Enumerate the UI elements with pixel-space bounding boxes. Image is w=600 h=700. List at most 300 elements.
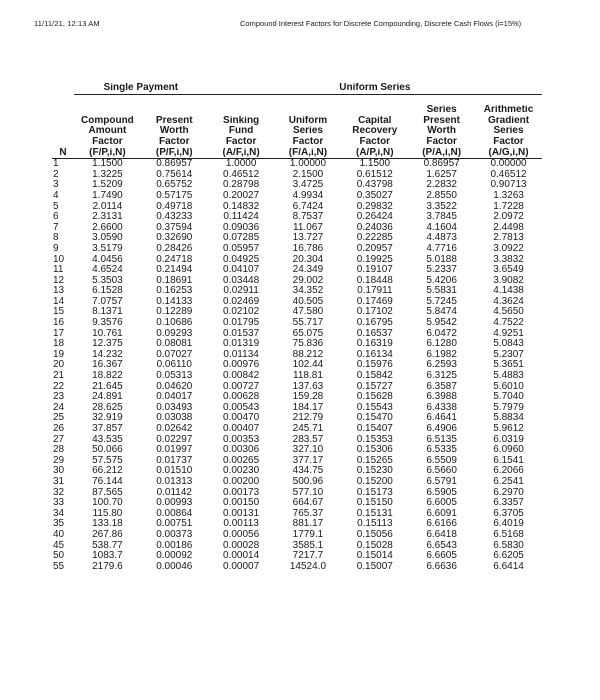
- header-line-4: [52, 148, 542, 159]
- table-row: [52, 371, 542, 382]
- cell-fa: 14524.0: [289, 561, 327, 572]
- cell-n: 20: [53, 360, 65, 371]
- col-header-af: (A/F,i,N): [208, 148, 275, 159]
- cell-pf: 0.06110: [156, 360, 192, 371]
- cell-ag: 6.3705: [493, 508, 524, 519]
- cell-fp: 50.066: [92, 445, 123, 456]
- cell-fa: 1779.1: [292, 529, 324, 540]
- cell-ap: 0.43798: [356, 180, 393, 191]
- cell-n: 8: [53, 233, 59, 244]
- cell-ag: 6.4019: [493, 519, 524, 530]
- cell-n: 11: [53, 265, 64, 276]
- cell-af: 0.20027: [223, 190, 260, 201]
- table-row: [52, 265, 542, 276]
- cell-ag: 6.2066: [493, 466, 524, 477]
- cell-fa: 212.79: [292, 413, 324, 424]
- cell-fa: 24.349: [292, 265, 324, 276]
- cell-n: 15: [53, 307, 65, 318]
- cell-pf: 0.00186: [156, 540, 193, 551]
- cell-ag: 6.0960: [493, 445, 524, 456]
- cell-fp: 1.3225: [92, 169, 123, 180]
- cell-ag: 6.5830: [493, 540, 524, 551]
- cell-fp: 100.70: [92, 498, 123, 509]
- cell-af: 0.00470: [223, 413, 260, 424]
- cell-fa: 283.57: [292, 434, 324, 445]
- cell-af: 0.02911: [223, 286, 259, 297]
- header-line-3: [52, 137, 542, 148]
- cell-fp: 4.6524: [92, 265, 123, 276]
- cell-fa: 47.580: [292, 307, 324, 318]
- cell-af: 0.01319: [223, 339, 260, 350]
- cell-pa: 4.1604: [426, 222, 457, 233]
- header-line-1: [52, 116, 542, 127]
- col-header-ag: Series: [493, 126, 524, 137]
- print-date: 11/11/21, 12:13 AM: [34, 19, 100, 28]
- cell-ag: 3.6549: [493, 265, 524, 276]
- cell-pf: 0.08081: [156, 339, 193, 350]
- cell-n: 1: [53, 158, 59, 170]
- col-header-n: [52, 126, 74, 137]
- cell-af: 0.00173: [223, 487, 260, 498]
- col-header-n: [52, 137, 74, 148]
- col-header-ag: (A/G,i,N): [475, 148, 542, 159]
- table-row: [52, 180, 542, 191]
- cell-fp: 12.375: [92, 339, 123, 350]
- cell-n: 50: [53, 551, 65, 562]
- cell-pa: 6.5660: [426, 466, 457, 477]
- cell-pf: 0.04017: [156, 392, 193, 403]
- cell-ap: 0.18448: [356, 275, 393, 286]
- cell-fp: 1.7490: [92, 190, 123, 201]
- cell-ap: 0.15007: [356, 561, 393, 572]
- cell-af: 0.00230: [223, 466, 260, 477]
- table-row: [52, 212, 542, 223]
- cell-af: 0.04107: [223, 265, 260, 276]
- table-row: [52, 339, 542, 350]
- cell-n: 17: [53, 328, 65, 339]
- table-row: [52, 244, 542, 255]
- cell-n: 23: [53, 392, 65, 403]
- cell-pa: 6.2593: [426, 360, 457, 371]
- table-row: [52, 519, 542, 530]
- col-header-af: Fund: [228, 126, 254, 137]
- cell-ag: 6.3357: [493, 498, 524, 509]
- cell-ap: 0.16795: [356, 318, 393, 329]
- cell-fa: 40.505: [292, 296, 324, 307]
- cell-fp: 87.565: [92, 487, 123, 498]
- cell-pf: 0.00092: [156, 551, 193, 562]
- table-row: [52, 286, 542, 297]
- cell-pf: 0.14133: [156, 296, 193, 307]
- cell-fp: 2179.6: [92, 561, 123, 572]
- cell-n: 2: [53, 169, 59, 180]
- cell-pf: 0.01997: [156, 445, 193, 456]
- cell-af: 0.00150: [223, 498, 260, 509]
- cell-pa: 6.1280: [426, 339, 457, 350]
- col-header-fp: Amount: [88, 126, 127, 137]
- cell-fa: 11.067: [293, 222, 323, 233]
- col-header-ap: Factor: [359, 136, 391, 147]
- table-row: [52, 307, 542, 318]
- cell-n: 28: [53, 445, 65, 456]
- cell-ag: 1.3263: [493, 190, 524, 201]
- cell-pf: 0.18691: [156, 275, 193, 286]
- cell-pa: 0.86957: [423, 158, 460, 170]
- cell-pa: 6.5335: [426, 445, 457, 456]
- cell-ap: 0.19107: [356, 265, 393, 276]
- table-row: [52, 551, 542, 562]
- cell-ag: 5.8834: [493, 413, 524, 424]
- table-row: [52, 276, 542, 287]
- cell-pf: 0.12289: [156, 307, 193, 318]
- cell-pa: 4.4873: [426, 233, 457, 244]
- cell-n: 29: [53, 455, 65, 466]
- col-header-fa: Uniform: [288, 115, 328, 126]
- cell-pf: 0.24718: [156, 254, 193, 265]
- cell-pf: 0.00046: [156, 561, 193, 572]
- cell-fa: 137.63: [292, 381, 324, 392]
- cell-ag: 3.0922: [493, 243, 524, 254]
- cell-fa: 3585.1: [292, 540, 324, 551]
- cell-ag: 6.6414: [493, 561, 524, 572]
- cell-n: 24: [53, 402, 65, 413]
- cell-fa: 118.81: [293, 371, 323, 382]
- cell-af: 0.00007: [223, 561, 260, 572]
- cell-af: 0.01795: [223, 318, 260, 329]
- cell-n: 5: [53, 201, 59, 212]
- cell-ap: 0.35027: [356, 190, 393, 201]
- cell-pa: 5.2337: [426, 265, 457, 276]
- cell-n: 13: [53, 286, 65, 297]
- cell-fa: 245.71: [292, 424, 324, 434]
- group-spacer: [52, 83, 74, 94]
- col-header-fa: (F/A,i,N): [275, 148, 342, 159]
- cell-ag: 3.3832: [493, 254, 524, 265]
- col-header-ap: (A/P,i,N): [341, 148, 408, 159]
- cell-n: 22: [53, 381, 65, 392]
- cell-n: 21: [53, 371, 65, 382]
- col-header-pf: Worth: [159, 126, 189, 137]
- cell-fa: 577.10: [292, 487, 324, 498]
- cell-n: 9: [53, 243, 59, 254]
- cell-n: 35: [53, 519, 65, 530]
- cell-pf: 0.49718: [156, 201, 193, 212]
- cell-fa: 184.17: [292, 402, 324, 413]
- cell-pf: 0.03493: [156, 402, 193, 413]
- col-header-fp: [74, 105, 141, 116]
- cell-fp: 9.3576: [92, 318, 123, 329]
- cell-n: 55: [53, 561, 65, 572]
- cell-pa: 5.5831: [426, 286, 457, 297]
- cell-af: 0.00842: [223, 371, 260, 382]
- table-row: [52, 360, 542, 371]
- cell-fp: 4.0456: [92, 254, 123, 265]
- group-uniform-series: Uniform Series: [208, 83, 542, 94]
- cell-ag: 4.5650: [493, 307, 524, 318]
- cell-ag: 5.7979: [493, 402, 524, 413]
- cell-fp: 3.5179: [92, 243, 123, 254]
- cell-pf: 0.37594: [156, 222, 193, 233]
- cell-fp: 57.575: [92, 455, 123, 466]
- cell-af: 0.09036: [223, 222, 260, 233]
- col-header-af: Sinking: [223, 115, 260, 126]
- cell-pa: 1.6257: [426, 169, 457, 180]
- cell-fa: 102.44: [292, 360, 324, 371]
- col-header-fa: [275, 105, 342, 116]
- cell-pa: 5.9542: [426, 318, 457, 329]
- cell-af: 0.05957: [223, 243, 260, 254]
- cell-n: 10: [53, 254, 65, 265]
- cell-pf: 0.04620: [156, 381, 193, 392]
- cell-fp: 28.625: [92, 402, 123, 413]
- cell-n: 33: [53, 498, 65, 509]
- cell-ap: 0.20957: [356, 243, 393, 254]
- cell-n: 31: [53, 476, 65, 487]
- col-header-ag: Factor: [493, 136, 524, 147]
- cell-ap: 0.15353: [356, 434, 393, 445]
- cell-pf: 0.01142: [156, 487, 192, 498]
- cell-fa: 2.1500: [292, 169, 324, 180]
- cell-n: 14: [53, 296, 65, 307]
- cell-ap: 0.24036: [356, 222, 393, 233]
- cell-fp: 32.919: [92, 413, 123, 424]
- cell-fa: 88.212: [292, 349, 324, 360]
- cell-pa: 6.5791: [426, 476, 457, 487]
- cell-ag: 5.9612: [493, 424, 524, 434]
- cell-af: 0.00407: [223, 424, 260, 434]
- col-header-pf: Present: [155, 115, 193, 126]
- cell-ag: 1.7228: [493, 201, 524, 212]
- cell-ag: 6.2541: [493, 476, 524, 487]
- cell-pf: 0.09293: [156, 328, 193, 339]
- table-row: [52, 202, 542, 213]
- cell-ag: 5.7040: [493, 392, 524, 403]
- cell-n: 27: [53, 434, 65, 445]
- col-header-fp: (F/P,i,N): [74, 148, 141, 159]
- cell-fp: 1083.7: [92, 551, 123, 562]
- cell-pf: 0.86957: [156, 158, 193, 170]
- table-row: [52, 435, 542, 446]
- cell-fa: 75.836: [292, 339, 324, 350]
- cell-ag: 6.6205: [493, 551, 524, 562]
- cell-n: 3: [53, 180, 59, 191]
- cell-n: 32: [53, 487, 65, 498]
- cell-ag: 4.9251: [493, 328, 524, 339]
- cell-ap: 0.15113: [357, 519, 393, 530]
- cell-fp: 115.80: [92, 508, 123, 519]
- cell-ag: 4.7522: [493, 318, 524, 329]
- table-row: [52, 488, 542, 499]
- cell-ag: 5.2307: [493, 349, 524, 360]
- cell-ag: 2.0972: [493, 212, 524, 223]
- cell-af: 0.14832: [223, 201, 260, 212]
- cell-ap: 0.22285: [356, 233, 393, 244]
- table-row: [52, 562, 542, 573]
- cell-pa: 5.8474: [426, 307, 457, 318]
- col-header-pa: Factor: [426, 136, 457, 147]
- cell-ag: 6.0319: [493, 434, 524, 445]
- col-header-fp: Factor: [92, 136, 123, 147]
- table-row: [52, 456, 542, 467]
- cell-af: 0.00200: [223, 476, 260, 487]
- table-row: [52, 382, 542, 393]
- cell-n: 45: [53, 540, 65, 551]
- cell-pa: 5.0188: [426, 254, 457, 265]
- cell-ag: 6.5168: [493, 529, 524, 540]
- cell-fa: 6.7424: [292, 201, 324, 212]
- cell-n: 25: [53, 413, 65, 424]
- cell-pa: 6.5905: [426, 487, 457, 498]
- cell-n: 30: [53, 466, 65, 477]
- cell-n: 19: [53, 349, 65, 360]
- table-row: [52, 445, 542, 456]
- table-row: [52, 466, 542, 477]
- cell-fp: 1.5209: [92, 180, 123, 191]
- col-header-n: N: [52, 148, 74, 159]
- col-header-ag: Arithmetic: [483, 105, 534, 116]
- cell-pa: 5.4206: [426, 275, 457, 286]
- cell-ap: 0.15200: [356, 476, 393, 487]
- cell-af: 1.0000: [225, 158, 257, 170]
- cell-n: 34: [53, 508, 65, 519]
- cell-pf: 0.03038: [156, 413, 193, 424]
- cell-pf: 0.00373: [156, 529, 193, 540]
- table-row: [52, 403, 542, 414]
- cell-pa: 6.3587: [426, 381, 457, 392]
- cell-fp: 24.891: [92, 392, 123, 403]
- cell-pa: 6.6091: [426, 508, 457, 519]
- cell-fp: 14.232: [92, 349, 123, 360]
- cell-ap: 0.16134: [356, 349, 393, 360]
- cell-pf: 0.28426: [156, 243, 193, 254]
- table-row: [52, 159, 542, 170]
- cell-fa: 327.10: [292, 445, 324, 456]
- cell-ap: 0.15976: [356, 360, 393, 371]
- cell-ag: 5.3651: [493, 360, 524, 371]
- cell-pf: 0.75614: [156, 169, 193, 180]
- cell-ap: 0.15265: [356, 455, 393, 466]
- cell-n: 12: [53, 275, 65, 286]
- cell-pf: 0.07027: [156, 349, 193, 360]
- col-header-pa: Worth: [427, 126, 456, 137]
- table-row: [52, 233, 542, 244]
- col-header-pf: Factor: [158, 136, 190, 147]
- cell-fp: 5.3503: [92, 275, 123, 286]
- table-row: [52, 509, 542, 520]
- cell-ag: 0.46512: [490, 169, 527, 180]
- cell-pa: 6.5135: [426, 434, 457, 445]
- cell-pa: 2.8550: [426, 190, 457, 201]
- cell-af: 0.46512: [223, 169, 260, 180]
- cell-af: 0.00131: [223, 508, 260, 519]
- col-header-fa: Factor: [292, 136, 324, 147]
- cell-fp: 7.0757: [92, 296, 123, 307]
- cell-ag: 4.1438: [493, 286, 524, 297]
- cell-af: 0.00543: [223, 402, 260, 413]
- cell-af: 0.00628: [223, 392, 260, 403]
- cell-ag: 5.4883: [493, 371, 524, 382]
- cell-ap: 0.15028: [356, 540, 393, 551]
- table-row: [52, 255, 542, 266]
- cell-af: 0.00976: [223, 360, 260, 371]
- cell-ap: 0.17469: [356, 296, 393, 307]
- cell-fp: 10.761: [92, 328, 123, 339]
- cell-af: 0.01537: [223, 328, 260, 339]
- col-header-ag: Gradient: [487, 115, 530, 126]
- cell-af: 0.02469: [223, 296, 260, 307]
- cell-pf: 0.10686: [156, 318, 193, 329]
- cell-fp: 21.645: [92, 381, 123, 392]
- cell-fa: 29.002: [292, 275, 324, 286]
- cell-pa: 6.4338: [426, 402, 457, 413]
- cell-af: 0.03448: [223, 275, 260, 286]
- cell-ap: 0.15543: [356, 402, 393, 413]
- cell-pa: 6.3988: [426, 392, 457, 403]
- cell-pf: 0.00751: [156, 519, 193, 530]
- cell-fp: 18.822: [92, 371, 123, 382]
- cell-ap: 0.61512: [356, 169, 393, 180]
- cell-pa: 6.6166: [426, 519, 457, 530]
- cell-fp: 8.1371: [92, 307, 123, 318]
- cell-fa: 34.352: [292, 286, 324, 297]
- cell-fp: 2.3131: [92, 212, 123, 223]
- group-single-payment: Single Payment: [74, 83, 208, 94]
- cell-fa: 4.9934: [292, 190, 324, 201]
- cell-fa: 3.4725: [292, 180, 324, 191]
- cell-ap: 0.15842: [356, 371, 393, 382]
- cell-fa: 434.75: [292, 466, 324, 477]
- cell-fa: 159.28: [292, 392, 324, 403]
- cell-fp: 3.0590: [92, 233, 123, 244]
- cell-n: 26: [53, 424, 65, 434]
- cell-pf: 0.43233: [156, 212, 193, 223]
- cell-fp: 43.535: [92, 434, 123, 445]
- document-title: Compound Interest Factors for Discrete Compounding, Discrete Cash Flows (i=15%): [240, 19, 522, 28]
- table-row: [52, 413, 542, 424]
- cell-pf: 0.65752: [156, 180, 193, 191]
- col-header-pa: Series: [426, 105, 457, 116]
- cell-fa: 664.67: [292, 498, 324, 509]
- cell-n: 18: [53, 339, 65, 350]
- cell-ap: 0.15014: [356, 551, 393, 562]
- table-row: [52, 424, 542, 435]
- col-header-ap: Recovery: [352, 126, 398, 137]
- table-row: [52, 530, 542, 541]
- cell-ag: 3.9082: [493, 275, 524, 286]
- cell-ap: 0.15727: [356, 381, 393, 392]
- cell-ap: 0.19925: [356, 254, 393, 265]
- cell-pa: 3.7845: [426, 212, 457, 223]
- table-row: [52, 498, 542, 509]
- cell-fp: 76.144: [92, 476, 123, 487]
- cell-af: 0.00353: [223, 434, 260, 445]
- cell-ap: 0.17911: [357, 286, 393, 297]
- table-row: [52, 297, 542, 308]
- cell-pf: 0.00864: [156, 508, 193, 519]
- cell-fp: 267.86: [92, 529, 123, 540]
- cell-fa: 55.717: [292, 318, 324, 329]
- cell-pa: 3.3522: [426, 201, 457, 212]
- cell-pa: 4.7716: [426, 243, 457, 254]
- cell-ap: 0.16537: [356, 328, 393, 339]
- cell-af: 0.00056: [223, 529, 260, 540]
- cell-pa: 6.6543: [426, 540, 457, 551]
- cell-ap: 0.15628: [356, 392, 393, 403]
- cell-ag: 5.6010: [493, 381, 524, 392]
- cell-fp: 16.367: [92, 360, 123, 371]
- cell-n: 6: [53, 212, 59, 223]
- col-header-n: [52, 105, 74, 116]
